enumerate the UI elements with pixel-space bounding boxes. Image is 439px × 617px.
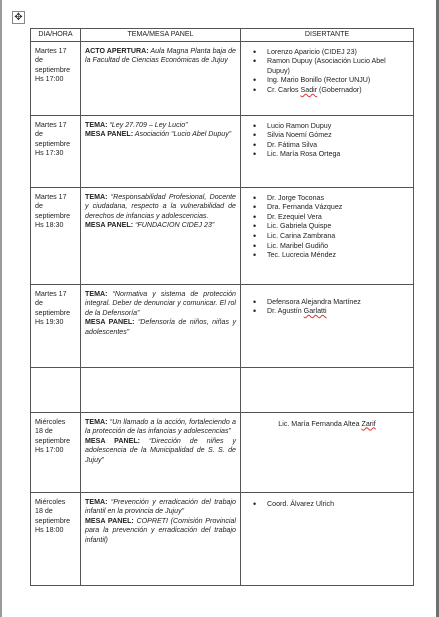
speaker-list — [245, 191, 409, 261]
topic-text: “Un llamado a la acción, fortaleciendo a la protección de las infancias y adolescencias” — [85, 417, 236, 436]
date-cell: Martes 17 de septiembre Hs 18:30 — [31, 187, 81, 284]
speaker-item: • Lorenzo Aparicio (CIDEJ 23) — [267, 48, 409, 58]
topic-label: TEMA: — [85, 120, 108, 129]
panel-label: MESA PANEL: — [85, 130, 134, 139]
speaker-item: • Coord. Álvarez Ulrich — [267, 500, 409, 510]
topic-label: TEMA: — [85, 417, 108, 426]
speaker-cell — [241, 284, 414, 367]
panel-text: “Dirección de niñes y adolescencia de la Municipalidad de S. S. de Jujuy” — [85, 436, 236, 464]
topic-cell — [81, 187, 241, 284]
panel-text: Asociación “Lucio Abel Dupuy” — [133, 130, 232, 139]
panel-text: “FUNDACION CIDEJ 23” — [133, 221, 215, 230]
speaker-item: • Tec. Lucrecia Méndez — [267, 251, 409, 261]
speaker-item: • Lucio Ramon Dupuy — [267, 122, 409, 132]
speaker-name: Dr. Agustín Garlatti — [267, 307, 327, 316]
topic-cell — [81, 492, 241, 585]
topic-cell — [81, 367, 241, 412]
table-row — [31, 492, 414, 585]
speaker-item: • Lic. Maribel Gudiño — [267, 242, 409, 252]
date-cell: Martes 17 de septiembre Hs 17:30 — [31, 115, 81, 187]
topic-text: “Normativa y sistema de protección integral. Deber de denunciar y comunicar. El rol de la Defensoría” — [85, 289, 236, 317]
topic-cell — [81, 115, 241, 187]
speaker-list — [245, 119, 409, 160]
topic-text: “Responsabilidad Profesional, Docente y ciudadana, respecto a la vulnerabilidad de derechos de infancias y adolescencias. — [85, 192, 236, 220]
panel-label: MESA PANEL: — [85, 516, 134, 525]
header-disertante: DISERTANTE — [241, 29, 414, 42]
speaker-list — [245, 45, 409, 96]
speaker-item — [267, 307, 409, 317]
speaker-list — [245, 496, 409, 510]
topic-cell — [81, 412, 241, 492]
panel-label: MESA PANEL: — [85, 436, 141, 445]
speaker-name: Cr. Carlos Sadir (Gobernador) — [267, 85, 362, 94]
speaker-cell — [241, 187, 414, 284]
date-cell: Martes 17 de septiembre Hs 17:00 — [31, 41, 81, 115]
speaker-item: • Defensora Alejandra Martínez — [267, 298, 409, 308]
speaker-cell — [241, 492, 414, 585]
program-table — [30, 28, 414, 586]
topic-cell — [81, 41, 241, 115]
speaker-name: Lic. María Fernanda Altea Zarif — [278, 419, 376, 428]
date-cell: Martes 17 de septiembre Hs 19:30 — [31, 284, 81, 367]
speaker-item: • Silvia Noemí Gómez — [267, 131, 409, 141]
panel-label: MESA PANEL: — [85, 318, 135, 327]
topic-label: TEMA: — [85, 289, 108, 298]
speaker-item: • Dr. Ezequiel Vera — [267, 213, 409, 223]
speaker-item: • Lic. María Rosa Ortega — [267, 150, 409, 160]
table-row — [31, 41, 414, 115]
table-header-row — [31, 29, 414, 42]
speaker-item: • Dr. Jorge Toconas — [267, 194, 409, 204]
speaker-cell — [241, 367, 414, 412]
speaker-item: • Ramon Dupuy (Asociación Lucio Abel Dupuy) — [267, 57, 409, 76]
topic-label: TEMA: — [85, 192, 108, 201]
panel-label: MESA PANEL: — [85, 221, 134, 230]
header-dia-hora: DIA/HORA — [31, 29, 81, 42]
panel-text: “Defensoría de niños, niñas y adolescentes” — [85, 318, 236, 336]
topic-label: ACTO APERTURA: — [85, 46, 149, 55]
speaker-list — [245, 288, 409, 317]
speaker-item: • Dra. Fernanda Vázquez — [267, 203, 409, 213]
date-cell: Miércoles 18 de septiembre Hs 18:00 — [31, 492, 81, 585]
speaker-item: • Lic. Gabriela Quispe — [267, 222, 409, 232]
panel-text: COPRETI (Comisión Provincial para la prevención y erradicación del trabajo infantil) — [85, 516, 236, 544]
topic-text: “Prevención y erradicación del trabajo infantil en la provincia de Jujuy” — [85, 497, 236, 516]
table-row-empty — [31, 367, 414, 412]
speaker-cell — [241, 412, 414, 492]
table-row — [31, 284, 414, 367]
speaker-item — [267, 86, 409, 96]
topic-text: Aula Magna Planta baja de la Facultad de Ciencias Económicas de Jujuy — [85, 46, 236, 65]
date-cell — [31, 367, 81, 412]
table-row — [31, 412, 414, 492]
page-edge — [0, 0, 2, 617]
table-row — [31, 115, 414, 187]
date-cell: Miércoles 18 de septiembre Hs 17:00 — [31, 412, 81, 492]
speaker-item: • Ing. Mario Bonillo (Rector UNJU) — [267, 76, 409, 86]
table-row — [31, 187, 414, 284]
speaker-cell — [241, 115, 414, 187]
speaker-cell — [241, 41, 414, 115]
topic-text: “Ley 27.709 – Ley Lucio” — [107, 120, 188, 129]
header-tema: TEMA/MESA PANEL — [81, 29, 241, 42]
topic-cell — [81, 284, 241, 367]
table-move-handle-icon[interactable]: ✥ — [12, 11, 25, 24]
speaker-item: • Lic. Carina Zambrana — [267, 232, 409, 242]
speaker-item: • Dr. Fátima Silva — [267, 141, 409, 151]
topic-label: TEMA: — [85, 497, 108, 506]
